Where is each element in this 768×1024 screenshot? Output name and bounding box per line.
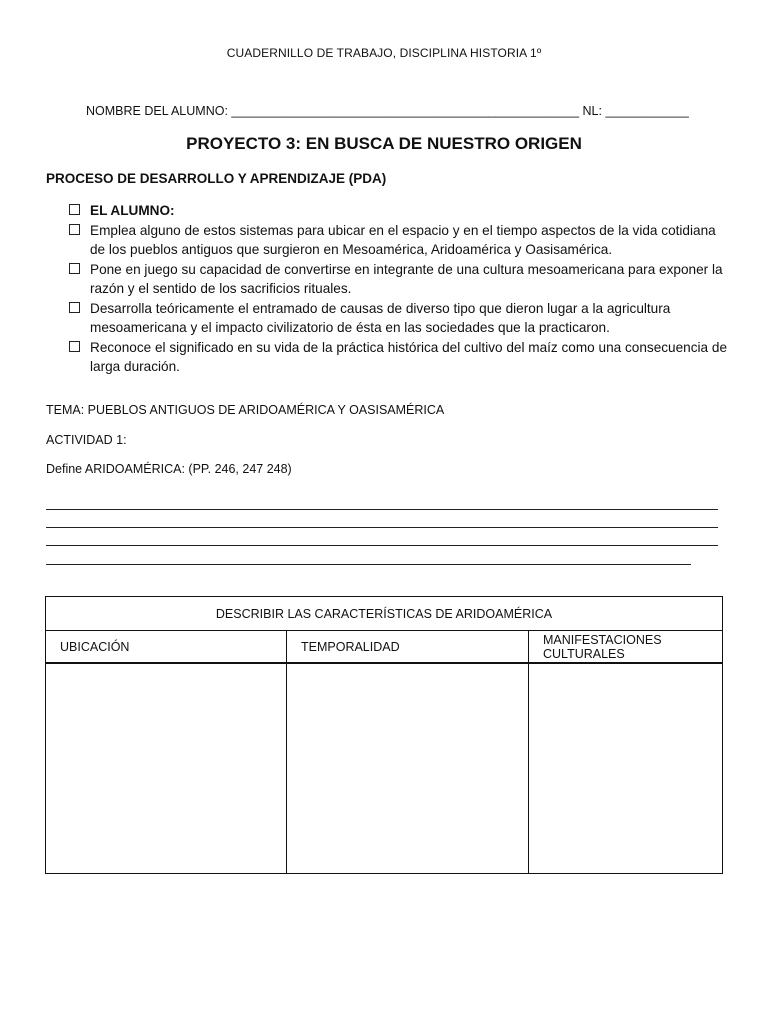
name-blank[interactable]: __________________________________________________ [231, 104, 580, 118]
student-name-line [86, 104, 689, 118]
topic-line: TEMA: PUEBLOS ANTIGUOS DE ARIDOAMÉRICA Y OASISAMÉRICA [46, 403, 445, 417]
checklist-item-text: Reconoce el significado en su vida de la práctica histórica del cultivo del maíz como una consecuencia de larga duración. [90, 339, 728, 374]
checkbox[interactable] [69, 263, 80, 274]
nl-blank[interactable]: ____________ [605, 104, 689, 118]
nl-label: NL: [582, 104, 602, 118]
name-label: NOMBRE DEL ALUMNO: [86, 104, 228, 118]
answer-line[interactable] [46, 527, 718, 528]
checkbox[interactable] [69, 341, 80, 352]
project-title: PROYECTO 3: EN BUSCA DE NUESTRO ORIGEN [186, 134, 582, 153]
checklist-item-text: Emplea alguno de estos sistemas para ubicar en el espacio y en el tiempo aspectos de la vida cotidiana de los pueblos antiguos que surgieron en Mesoamérica, Aridoamérica y Oasisamérica. [90, 222, 716, 257]
column-header-ubicacion: UBICACIÓN [46, 631, 287, 664]
checklist-item [68, 201, 728, 221]
checklist-item [68, 338, 728, 377]
checklist-item-text: EL ALUMNO: [90, 203, 175, 218]
aridoamerica-characteristics-table [45, 596, 723, 874]
checklist-item [68, 260, 728, 299]
answer-cell-manifestaciones[interactable] [529, 663, 723, 874]
answer-cell-temporalidad[interactable] [287, 663, 529, 874]
checklist-item [68, 221, 728, 260]
checkbox[interactable] [69, 302, 80, 313]
checkbox[interactable] [69, 204, 80, 215]
checklist-item-text: Pone en juego su capacidad de convertirse en integrante de una cultura mesoamericana para exponer la razón y el sentido de los sacrificios rituales. [90, 261, 723, 296]
checklist-item-text: Desarrolla teóricamente el entramado de causas de diverso tipo que dieron lugar a la agricultura mesoamericana y el impacto civilizatorio de ésta en las sociedades que la practicaron. [90, 300, 671, 335]
answer-line[interactable] [46, 564, 691, 565]
pda-heading: PROCESO DE DESARROLLO Y APRENDIZAJE (PDA) [46, 171, 387, 186]
define-prompt: Define ARIDOAMÉRICA: (PP. 246, 247 248) [46, 462, 292, 476]
checklist-item [68, 299, 728, 338]
column-header-manifestaciones: MANIFESTACIONES CULTURALES [529, 631, 723, 664]
worksheet-header: CUADERNILLO DE TRABAJO, DISCIPLINA HISTORIA 1º [226, 46, 542, 60]
answer-line[interactable] [46, 545, 718, 546]
table-caption: DESCRIBIR LAS CARACTERÍSTICAS DE ARIDOAMÉRICA [46, 597, 723, 631]
pda-checklist [68, 201, 728, 377]
answer-line[interactable] [46, 509, 718, 510]
column-header-temporalidad: TEMPORALIDAD [287, 631, 529, 664]
answer-cell-ubicacion[interactable] [46, 663, 287, 874]
activity-label: ACTIVIDAD 1: [46, 433, 127, 447]
checkbox[interactable] [69, 224, 80, 235]
